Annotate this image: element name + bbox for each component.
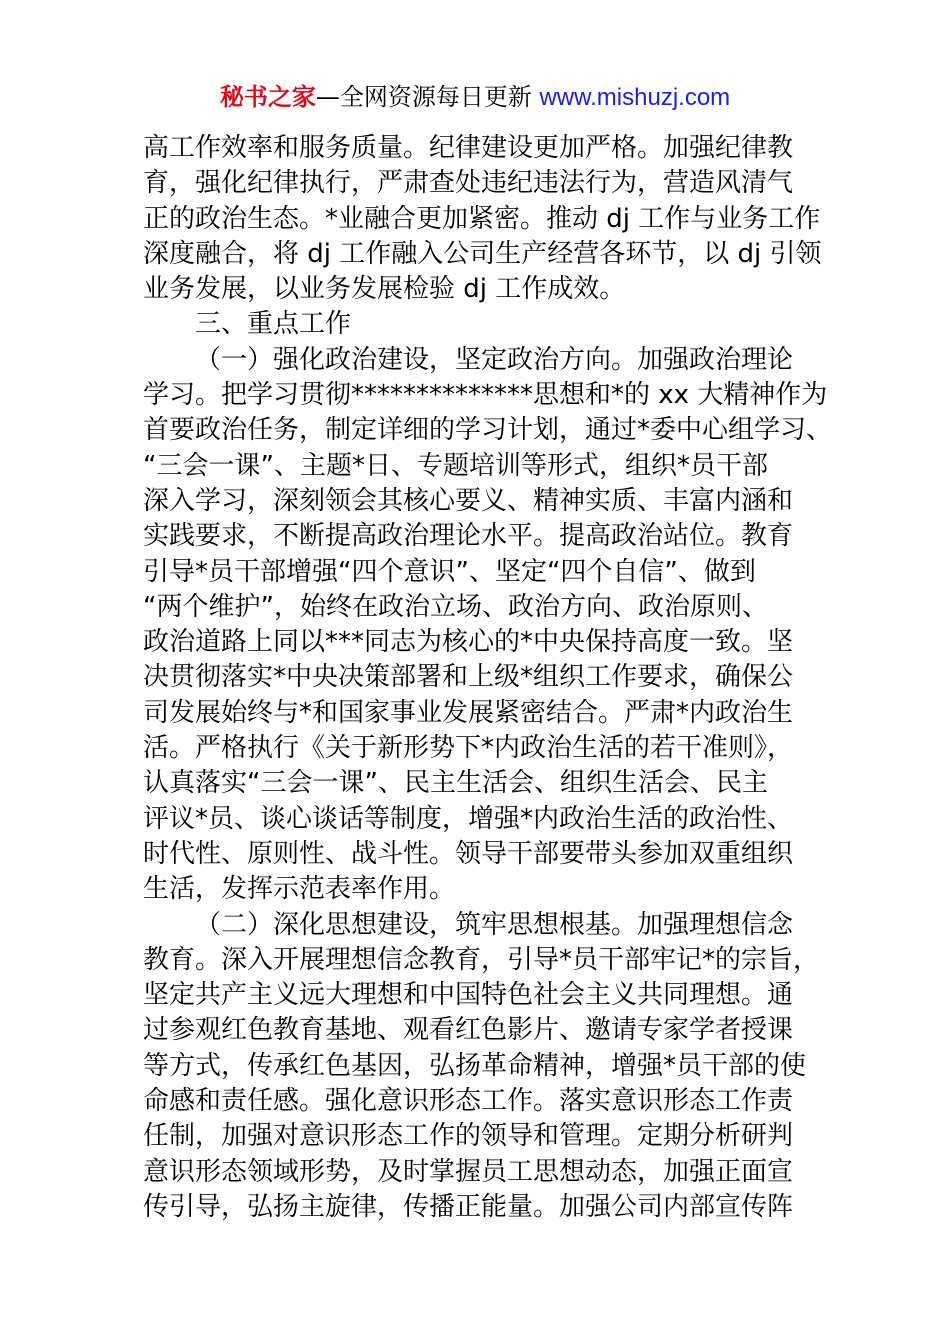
text-line: 命感和责任感。强化意识形态工作。落实意识形态工作责 bbox=[143, 1086, 794, 1117]
text-line: 高工作效率和服务质量。纪律建设更加严格。加强纪律教 bbox=[143, 133, 794, 163]
text-line: 时代性、原则性、战斗性。领导干部要带头参加双重组织 bbox=[143, 838, 794, 869]
site-url-link[interactable]: www.mishuzj.com bbox=[539, 84, 731, 111]
text-line: “两个维护”，始终在政治立场、政治方向、政治原则、 bbox=[143, 591, 768, 622]
text-line: 意识形态领域形势，及时掌握员工思想动态，加强正面宣 bbox=[143, 1156, 794, 1187]
text-line: 首要政治任务，制定详细的学习计划，通过*委中心组学习、 bbox=[143, 415, 833, 446]
paragraph-start-line: （二）深化思想建设，筑牢思想根基。加强理想信念 bbox=[195, 909, 794, 940]
text-line: 决贯彻落实*中央决策部署和上级*组织工作要求，确保公 bbox=[143, 662, 794, 693]
text-line: “三会一课”、主题*日、专题培训等形式，组织*员干部 bbox=[143, 450, 768, 481]
text-line: 正的政治生态。*业融合更加紧密。推动 dj 工作与业务工作 bbox=[143, 203, 821, 234]
paragraph-start-line: （一）强化政治建设，坚定政治方向。加强政治理论 bbox=[195, 344, 794, 375]
text-line: 活。严格执行《关于新形势下*内政治生活的若干准则》， bbox=[143, 733, 794, 764]
text-line: 政治道路上同以***同志为核心的*中央保持高度一致。坚 bbox=[143, 627, 794, 658]
text-line: 任制，加强对意识形态工作的领导和管理。定期分析研判 bbox=[143, 1121, 794, 1152]
text-line: 司发展始终与*和国家事业发展紧密结合。严肃*内政治生 bbox=[143, 697, 794, 728]
paragraph-start-line: 三、重点工作 bbox=[195, 309, 352, 340]
text-line: 学习。把学习贯彻**************思想和*的 xx 大精神作为 bbox=[143, 380, 828, 411]
text-line: 生活，发挥示范表率作用。 bbox=[143, 874, 456, 905]
text-line: 评议*员、谈心谈话等制度，增强*内政治生活的政治性、 bbox=[143, 803, 794, 834]
text-line: 教育。深入开展理想信念教育，引导*员干部牢记*的宗旨， bbox=[143, 944, 820, 975]
brand-name: 秘书之家 bbox=[219, 83, 316, 111]
site-header bbox=[0, 80, 950, 115]
text-line: 深度融合，将 dj 工作融入公司生产经营各环节，以 dj 引领 bbox=[143, 238, 822, 269]
header-tagline: —全网资源每日更新 bbox=[315, 83, 540, 111]
text-line: 传引导，弘扬主旋律，传播正能量。加强公司内部宣传阵 bbox=[143, 1191, 794, 1222]
text-line: 等方式，传承红色基因，弘扬革命精神，增强*员干部的使 bbox=[143, 1050, 807, 1081]
text-line: 引导*员干部增强“四个意识”、坚定“四个自信”、做到 bbox=[143, 556, 756, 587]
text-line: 实践要求，不断提高政治理论水平。提高政治站位。教育 bbox=[143, 521, 794, 552]
text-line: 育，强化纪律执行，严肃查处违纪违法行为，营造风清气 bbox=[143, 168, 794, 199]
text-line: 坚定共产主义远大理想和中国特色社会主义共同理想。通 bbox=[143, 980, 794, 1011]
text-line: 过参观红色教育基地、观看红色影片、邀请专家学者授课 bbox=[143, 1015, 794, 1046]
document-body bbox=[143, 131, 833, 1225]
text-line: 深入学习，深刻领会其核心要义、精神实质、丰富内涵和 bbox=[143, 485, 794, 516]
text-line: 业务发展，以业务发展检验 dj 工作成效。 bbox=[143, 274, 626, 305]
text-line: 认真落实“三会一课”、民主生活会、组织生活会、民主 bbox=[143, 768, 768, 799]
